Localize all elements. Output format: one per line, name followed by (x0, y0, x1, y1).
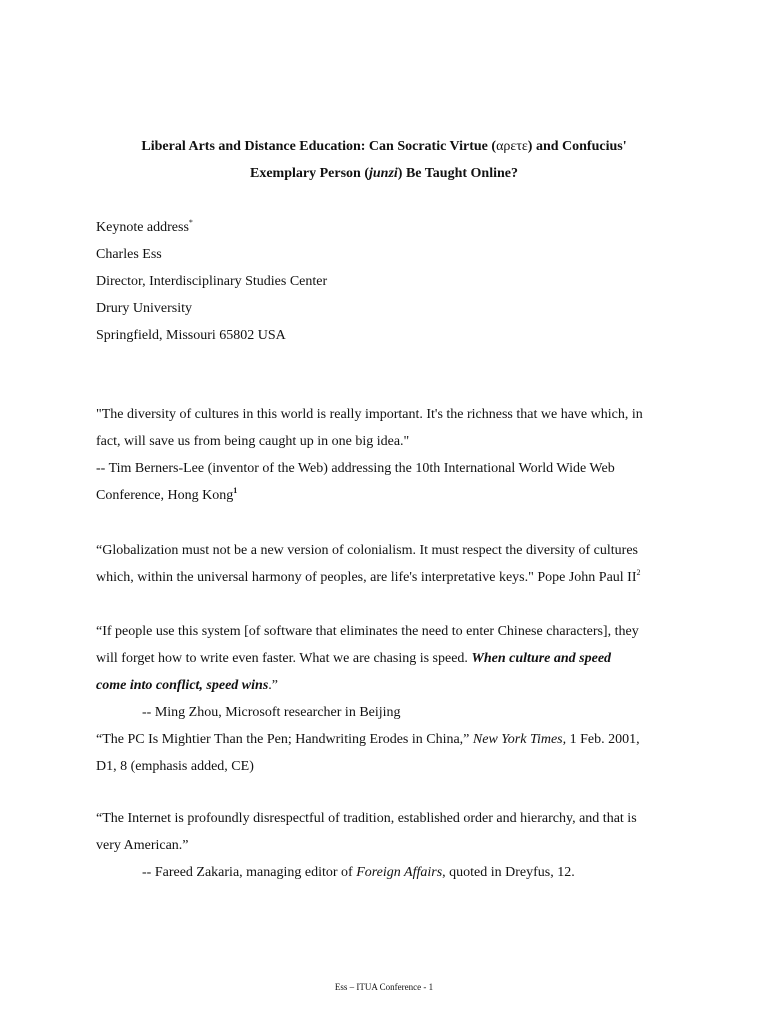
paper-title (70, 133, 698, 187)
title-line-1 (70, 133, 698, 160)
publication-name: Foreign Affairs (356, 865, 443, 880)
quote1-line-2: fact, will save us from being caught up in one big idea." (96, 434, 410, 449)
footnote-marker[interactable]: 1 (233, 486, 238, 495)
quote4-attribution (142, 863, 575, 883)
page-footer: Ess – ITUA Conference - 1 (334, 982, 434, 992)
quote1-attribution-2 (96, 486, 237, 506)
quote4-line-2: very American.” (96, 838, 189, 853)
quote-text: will forget how to write even faster. What we are chasing is speed. (96, 651, 472, 666)
title-italic-term: junzi (368, 166, 398, 181)
footnote-marker[interactable]: 2 (636, 568, 641, 577)
quote3-line-2 (96, 649, 611, 669)
title-text: Liberal Arts and Distance Education: Can Socratic Virtue ( (141, 139, 497, 154)
author-position: Director, Interdisciplinary Studies Center (96, 274, 328, 289)
quote3-line-1: “If people use this system [of software that eliminates the need to enter Chinese characters], they (96, 624, 639, 639)
author-address: Springfield, Missouri 65802 USA (96, 328, 286, 343)
author-institution: Drury University (96, 301, 193, 316)
footnote-marker[interactable]: * (188, 218, 193, 227)
title-line-2 (70, 160, 698, 187)
title-greek-word: αρετε (496, 139, 528, 154)
quote4-line-1: “The Internet is profoundly disrespectful of tradition, established order and hierarchy, and that is (96, 811, 637, 826)
quote2-line-2 (96, 568, 641, 588)
attribution-text: -- Fareed Zakaria, managing editor of (142, 865, 357, 880)
title-text: ) Be Taught Online? (397, 166, 518, 181)
attribution-text: , quoted in Dreyfus, 12. (442, 865, 575, 880)
quote2-line-1: “Globalization must not be a new version of colonialism. It must respect the diversity of cultures (96, 543, 638, 558)
emphasis-text: When culture and speed (471, 651, 612, 666)
title-text: Exemplary Person ( (250, 166, 369, 181)
quote3-source-2: D1, 8 (emphasis added, CE) (96, 759, 254, 774)
quote1-attribution-1: -- Tim Berners-Lee (inventor of the Web) addressing the 10th International World Wide Web (96, 461, 615, 476)
quote3-attribution: -- Ming Zhou, Microsoft researcher in Beijing (142, 705, 401, 720)
source-text: “The PC Is Mightier Than the Pen; Handwriting Erodes in China,” (96, 732, 473, 747)
emphasis-text: come into conflict, speed wins (96, 678, 269, 693)
keynote-line (96, 218, 193, 238)
author-name: Charles Ess (96, 247, 162, 262)
source-text: 1 Feb. 2001, (566, 732, 640, 747)
quote3-source-1 (96, 730, 640, 750)
quote3-line-3 (96, 676, 278, 696)
publication-name: New York Times, (472, 732, 567, 747)
keynote-label: Keynote address (96, 220, 189, 235)
attribution-text: Conference, Hong Kong (96, 488, 234, 503)
quote-text: which, within the universal harmony of peoples, are life's interpretative keys." Pope John Paul II (96, 570, 637, 585)
quote-text: .” (268, 678, 278, 693)
title-text: ) and Confucius' (527, 139, 627, 154)
quote1-line-1: "The diversity of cultures in this world is really important. It's the richness that we have which, in (96, 407, 643, 422)
